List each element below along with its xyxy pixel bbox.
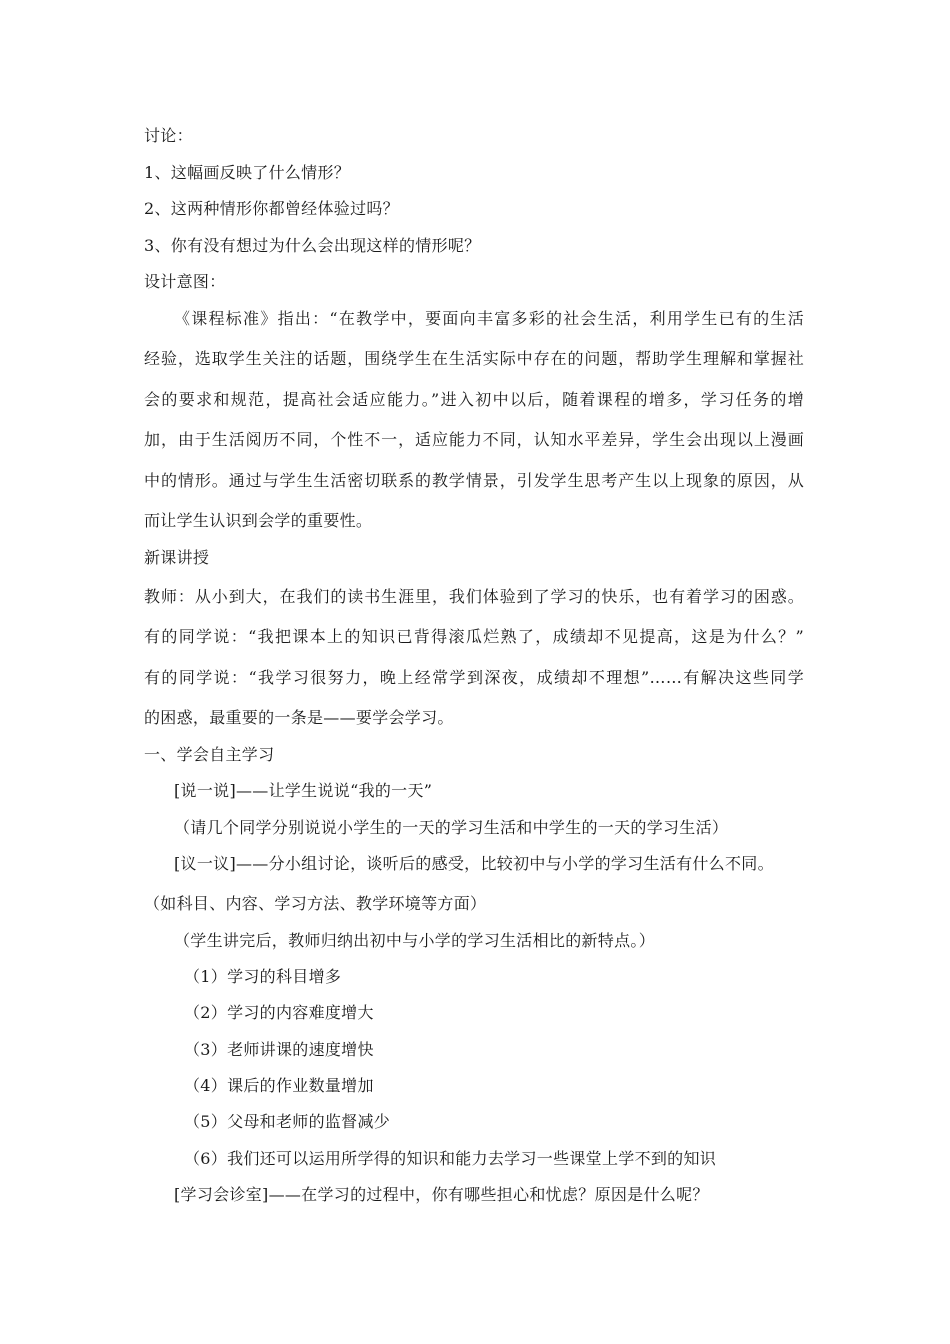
design-intent-line-2: 经验，选取学生关注的话题，围绕学生在生活实际中存在的问题，帮助学生理解和掌握社 — [144, 349, 804, 368]
section-one-heading: 一、学会自主学习 — [144, 745, 275, 764]
feature-1: （1）学习的科目增多 — [184, 967, 342, 986]
feature-3: （3）老师讲课的速度增快 — [184, 1040, 374, 1059]
new-lesson-line-3: 有的同学说：“我学习很努力，晚上经常学到深夜，成绩却不理想”……有解决这些同学 — [144, 668, 804, 687]
discuss-activity-note: （如科目、内容、学习方法、教学环境等方面） — [144, 894, 487, 913]
teacher-summary: （学生讲完后，教师归纳出初中与小学的学习生活相比的新特点。） — [174, 931, 656, 950]
new-lesson-line-2: 有的同学说：“我把课本上的知识已背得滚瓜烂熟了，成绩却不见提高，这是为什么？” — [144, 627, 804, 646]
say-activity-note: （请几个同学分别说说小学生的一天的学习生活和中学生的一天的学习生活） — [174, 818, 729, 837]
design-intent-line-1: 《课程标准》指出：“在教学中，要面向丰富多彩的社会生活，利用学生已有的生活 — [174, 309, 804, 328]
discussion-heading: 讨论： — [144, 126, 193, 145]
feature-5: （5）父母和老师的监督减少 — [184, 1112, 391, 1131]
feature-2: （2）学习的内容难度增大 — [184, 1003, 374, 1022]
design-intent-heading: 设计意图： — [144, 272, 226, 291]
say-activity: [说一说]——让学生说说“我的一天” — [174, 781, 433, 800]
design-intent-line-3: 会的要求和规范，提高社会适应能力。”进入初中以后，随着课程的增多，学习任务的增 — [144, 390, 804, 409]
discussion-question-2: 2、这两种情形你都曾经体验过吗？ — [144, 199, 399, 218]
feature-4: （4）课后的作业数量增加 — [184, 1076, 374, 1095]
learning-clinic: [学习会诊室]——在学习的过程中，你有哪些担心和忧虑？原因是什么呢？ — [174, 1185, 709, 1204]
design-intent-line-6: 而让学生认识到会学的重要性。 — [144, 511, 373, 530]
feature-6: （6）我们还可以运用所学得的知识和能力去学习一些课堂上学不到的知识 — [184, 1149, 717, 1168]
discuss-activity: [议一议]——分小组讨论，谈听后的感受，比较初中与小学的学习生活有什么不同。 — [174, 854, 774, 873]
new-lesson-heading: 新课讲授 — [144, 548, 210, 567]
new-lesson-line-1: 教师：从小到大，在我们的读书生涯里，我们体验到了学习的快乐，也有着学习的困惑。 — [144, 587, 804, 606]
discussion-question-3: 3、你有没有想过为什么会出现这样的情形呢？ — [144, 236, 481, 255]
design-intent-line-5: 中的情形。通过与学生生活密切联系的教学情景，引发学生思考产生以上现象的原因，从 — [144, 471, 804, 490]
discussion-question-1: 1、这幅画反映了什么情形？ — [144, 163, 351, 182]
design-intent-line-4: 加，由于生活阅历不同，个性不一，适应能力不同，认知水平差异，学生会出现以上漫画 — [144, 430, 804, 449]
new-lesson-line-4: 的困惑，最重要的一条是——要学会学习。 — [144, 708, 454, 727]
